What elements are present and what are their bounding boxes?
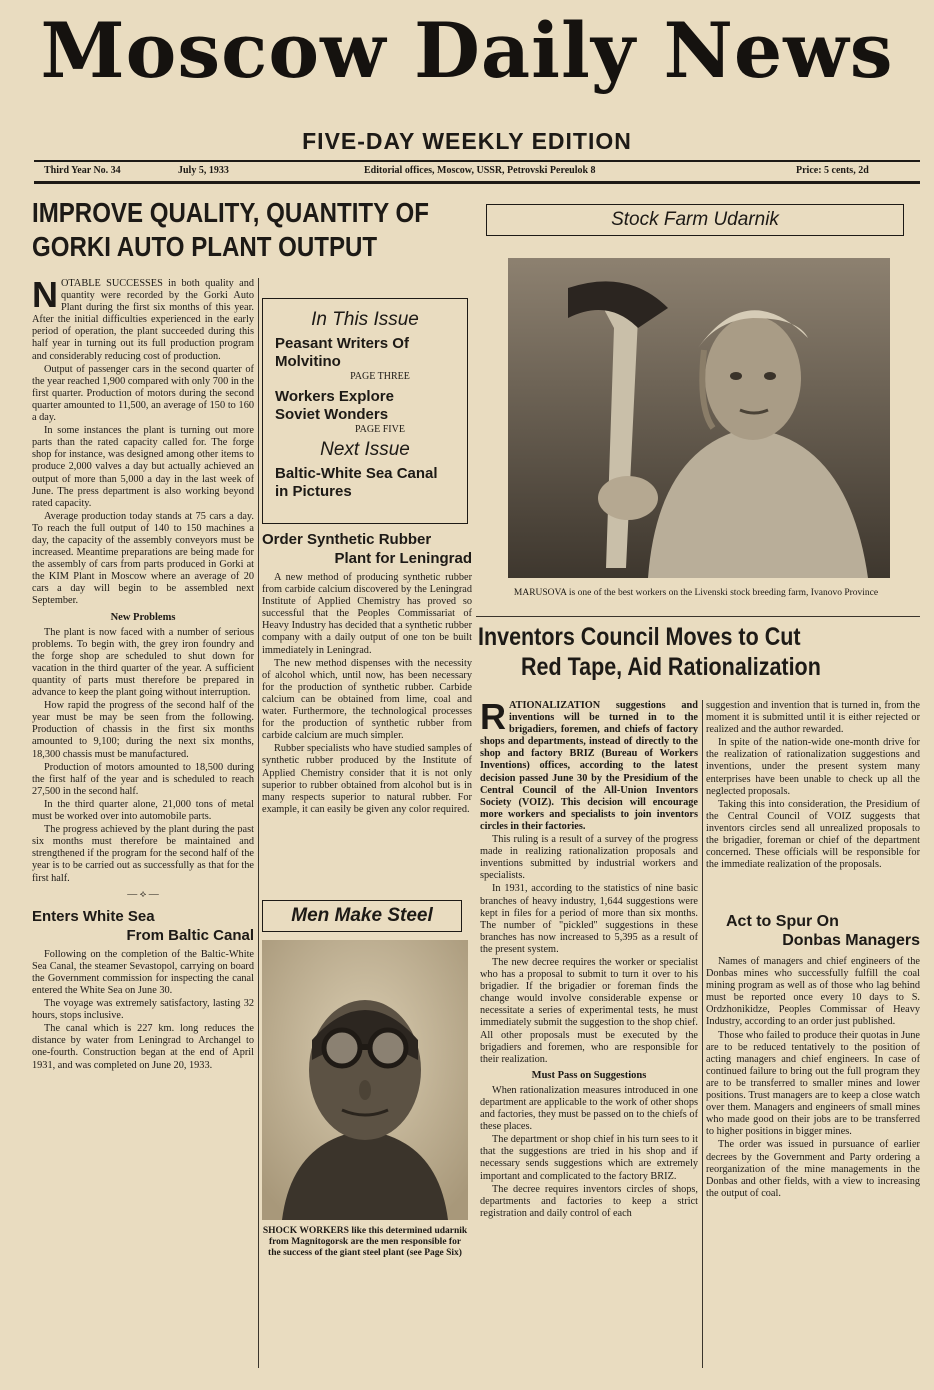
lead-headline-block	[32, 196, 472, 276]
masthead-bottom-rule	[34, 181, 920, 184]
rubber-para: The new method dispenses with the necessity of alcohol which, until now, has been necessary for the production of synthetic rubber. Carbide calcium can be obtained from lime, coal and water. Furthermore, the technological processes for the production of synthetic rubber from carbide calcium are much simpler.	[262, 657, 472, 742]
inventors-para: This ruling is a result of a survey of the progress made in realizing rationalization proposals and inventions submitted by industrial workers and specialists.	[480, 834, 698, 882]
issue-item-2: Workers Explore Soviet Wonders	[275, 388, 394, 423]
farm-worker-illustration	[508, 258, 890, 578]
white-sea-para: Following on the completion of the Baltic-White Sea Canal, the steamer Sevastopol, carrying on board the Government commission for inspecting the canal entered the White Sea on June 30.	[32, 948, 254, 996]
steel-worker-photo	[262, 940, 468, 1220]
issue-page-2: PAGE FIVE	[355, 424, 405, 435]
farm-caption: MARUSOVA is one of the best workers on the Livenski stock breeding farm, Ivanovo Province	[513, 588, 879, 598]
inventors-first-para: ATIONALIZATION suggestions and inventions will be turned in to the brigadiers, foremen, and chiefs of factory shops and departments, instead of directly to the shop and factory BRIZ (Bureau of Workers Inventions) offices, according to the latest decision passed June 30 by the Presidium of the Central Council of the All-Union Inventors Society (VOIZ). This decision will encourage more workers and specialists to join inventors circles in their factories.	[480, 700, 698, 832]
steel-title-box	[262, 900, 462, 932]
inventors-article-col2	[706, 700, 920, 900]
donbas-para: The order was issued in pursuance of earlier decrees by the Government and Party ordering a reorganization of the mine managements in the Donbas and other fields, with a view to increasing the output of coal.	[706, 1139, 920, 1199]
white-sea-headline-2: From Baltic Canal	[126, 926, 254, 944]
next-issue-title: Next Issue	[320, 439, 410, 460]
rubber-headline-2: Plant for Leningrad	[334, 550, 472, 567]
issue-date: July 5, 1933	[178, 165, 229, 176]
white-sea-para: The voyage was extremely satisfactory, lasting 32 hours, stops inclusive.	[32, 998, 254, 1022]
lead-subhead: New Problems	[110, 611, 176, 623]
top-rule	[34, 160, 920, 162]
steel-caption: SHOCK WORKERS like this determined udarnik from Magnitogorsk are the men responsible for the success of the giant steel plant (see Page Six)	[262, 1226, 468, 1258]
rubber-headline-1: Order Synthetic Rubber	[262, 531, 432, 548]
lead-headline: IMPROVE QUALITY, QUANTITY OF GORKI AUTO PLANT OUTPUT	[32, 197, 429, 262]
ornament-divider: — ⟡ —	[127, 888, 159, 900]
inventors-col2-para: In spite of the nation-wide one-month drive for the realization of rationalization suggestions and inventions, under the present system many enterprises have been unable to check up all the neglected proposals.	[706, 737, 920, 797]
donbas-headline-1: Act to Spur On	[726, 913, 839, 930]
lead-dropcap: N	[32, 278, 58, 315]
section-rule	[476, 616, 920, 617]
issue-page-1: PAGE THREE	[350, 371, 410, 382]
inventors-dropcap: R	[480, 700, 506, 737]
inventors-para: When rationalization measures introduced in one department are applicable to the work of other shops and factories, they must be passed on to the chiefs of these places.	[480, 1084, 698, 1133]
inventors-subhead: Must Pass on Suggestions	[531, 1069, 647, 1081]
lead-para: Production of motors amounted to 18,500 during the first half of the year and is scheduled to reach 27,500 in the second half.	[32, 761, 254, 797]
inventors-para: The decree requires inventors circles of shops, departments and factories to keep a strict registration and daily control of each	[480, 1183, 698, 1219]
lead-para: In some instances the plant is turning out more parts than the rated capacity called for. The forge shop for instance, was designed among other items to produce 2,000 valves a day but actually achieved an output of more than 5,000 a day in the last week of June. The press department is also working beyond rated capacity.	[32, 425, 254, 509]
steel-title: Men Make Steel	[291, 905, 433, 926]
rubber-article	[262, 530, 472, 870]
lead-para: How rapid the progress of the second half of the year must be may be seen from the following. Production of chassis in the first six months amounted to 9,100; during the next six months, 18,300 chassis must be manufactured.	[32, 700, 254, 760]
white-sea-headline-1: Enters White Sea	[32, 907, 155, 925]
steel-worker-illustration	[262, 940, 468, 1220]
white-sea-para: The canal which is 227 km. long reduces the distance by water from Leningrad to Archangel to one-fourth. Construction began at the end of April 1931, and was completed on June 20, 1933.	[32, 1023, 254, 1071]
lead-para: The progress achieved by the plant during the past six months must therefore be maintained and strengthened if the program for the second half of the year is to be carried out as successfully as that for the first half.	[32, 824, 254, 884]
inventors-headline-block	[478, 622, 922, 700]
inventors-para: The new decree requires the worker or specialist who has a proposal to submit to turn it over to his brigadier. If the brigadier or foreman finds the change would involve considerable expense or necessitate a series of experimental tests, he must immediately submit the suggestion to the shop chief. All other proposals must be executed by the brigadiers and foremen, who are responsible for their realization.	[480, 956, 698, 1065]
in-this-issue-title: In This Issue	[311, 309, 419, 330]
donbas-headline-2: Donbas Managers	[782, 932, 920, 949]
rubber-para: A new method of producing synthetic rubber from carbide calcium discovered by the Leningrad Institute of Applied Chemistry has proved so successful that the Peoples Commissariat of Heavy Industry has decided that a synthetic rubber company with a daily output of one ton be built immediately in Leningrad.	[262, 572, 472, 656]
lead-para: The plant is now faced with a number of serious problems. To begin with, the grey iron foundry and the forge shop are scheduled to shut down for vacation in the third quarter of the year. A sufficient quantity of parts must therefore be prepared in advance to keep the plant going without interruption.	[32, 626, 254, 699]
rubber-para: Rubber specialists who have studied samples of synthetic rubber produced by the Institute of Applied Chemistry consider that it is not only superior to rubber obtained from alcohol but is in many respects superior to natural rubber. For example, it can easily be given any color required.	[262, 743, 472, 815]
edition-line: FIVE-DAY WEEKLY EDITION	[302, 128, 632, 154]
lead-article	[32, 278, 254, 1368]
price: Price: 5 cents, 2d	[796, 165, 869, 176]
inventors-para: In 1931, according to the statistics of nine basic branches of heavy industry, 1,644 suggestions were kept in files for a period of more than six months. The number of "pickled" suggestions in these branches has now increased to 5,395 as a result of the present system.	[480, 883, 698, 955]
farm-title-box	[486, 204, 904, 236]
donbas-para: Names of managers and chief engineers of the Donbas mines who successfully fulfill the coal mining program as well as of those who lag behind must be reported once every 10 days to S. Ordzhonikidze, Peoples Commissar of Heavy Industry, according to an order just published.	[706, 956, 920, 1028]
donbas-article	[706, 912, 920, 1368]
lead-para: Output of passenger cars in the second quarter of the year reached 1,900 compared with only 700 in the first quarter. Production of motors during the second quarter amounted to 11,500, an average of 150 to 160 a day.	[32, 363, 254, 424]
column-rule	[702, 700, 703, 1368]
farm-photo	[508, 258, 890, 578]
issue-item-1: Peasant Writers Of Molvitino	[275, 335, 409, 370]
next-issue-item: Baltic-White Sea Canal in Pictures	[275, 465, 438, 500]
in-this-issue-box	[262, 298, 468, 524]
masthead-title: Moscow Daily News	[40, 6, 894, 95]
inventors-col2-para: suggestion and invention that is turned in, from the moment it is submitted until it is either rejected or realized and the author rewarded.	[706, 700, 920, 736]
farm-title: Stock Farm Udarnik	[611, 209, 779, 230]
donbas-para: Those who failed to produce their quotas in June are to be reduced tentatively to the position of acting managers and chief engineers. In case of continued failure to bring out the full program they are to be transferred to smaller mines and lower positions. Trust managers are to keep a close watch over them. Managers and engineers of small mines who made good on their jobs are to be transferred to higher positions in bigger mines.	[706, 1029, 920, 1138]
lead-para: Average production today stands at 75 cars a day. To reach the full output of 140 to 150 machines a day, the capacity of the assembly conveyors must be increased. Meantime preparations are being made for the assembly of cars from parts produced in Gorki at the KIM Plant in Moscow where an average of 20 cars a day will begin to be assembled next September.	[32, 510, 254, 607]
editorial-offices: Editorial offices, Moscow, USSR, Petrovski Pereulok 8	[364, 165, 596, 176]
inventors-col2-para: Taking this into consideration, the Presidium of the Central Council of VOIZ suggests that inventors circles send all unrealized proposals to the brigadier, foreman or chief of the department concerned. These officials will be responsible for the immediate realization of the proposals.	[706, 798, 920, 871]
inventors-headline-1: Inventors Council Moves to Cut	[478, 623, 801, 651]
inventors-article-col1	[480, 700, 698, 1368]
column-rule	[258, 278, 259, 1368]
issue-number: Third Year No. 34	[44, 165, 121, 176]
inventors-headline-2: Red Tape, Aid Rationalization	[521, 653, 821, 681]
inventors-para: The department or shop chief in his turn sees to it that the suggestions are tried in his shop and if necessary sends suggestions which are extremely important and complicated to the factory BRIZ.	[480, 1134, 698, 1182]
lead-para: In the third quarter alone, 21,000 tons of metal must be worked over into automobile parts.	[32, 798, 254, 823]
lead-first-para: OTABLE SUCCESSES in both quality and quantity were recorded by the Gorki Auto Plant during the first six months of this year. After the initial difficulties experienced in the early period of operation, the plant succeeded during this half year in turning out its full production program and considerably reducing cost of production.	[32, 278, 254, 362]
